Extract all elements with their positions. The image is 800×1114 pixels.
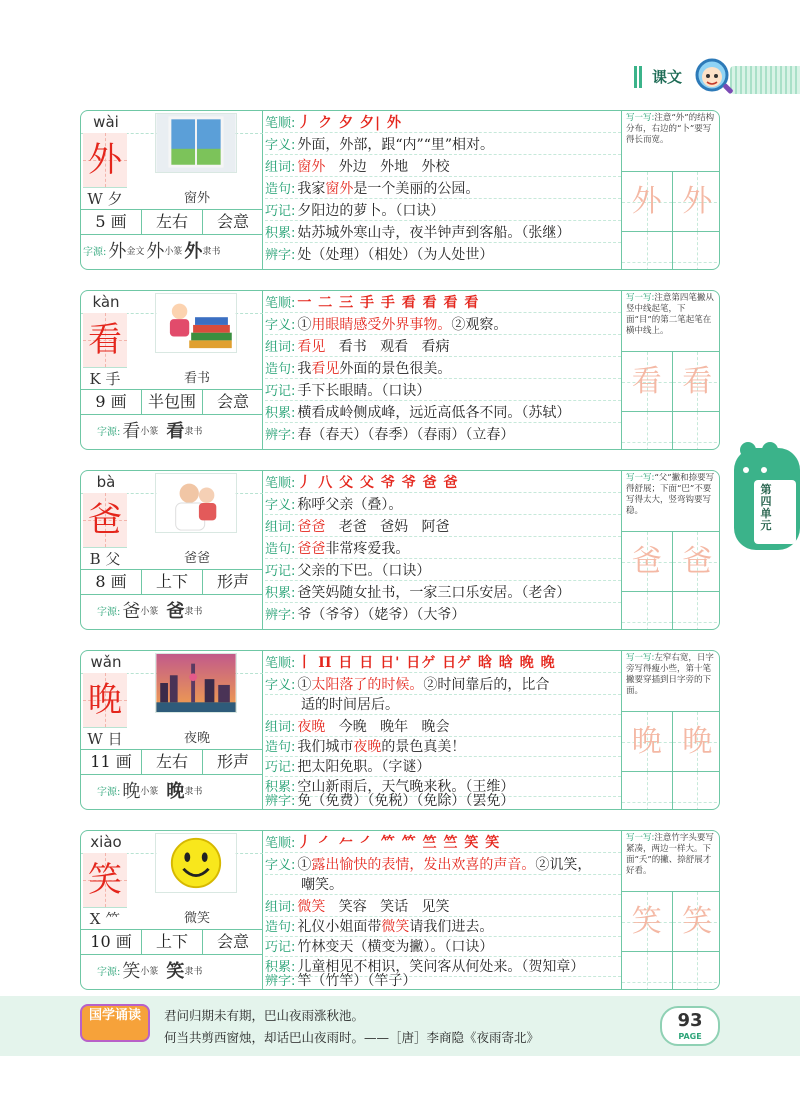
stroke-count: 9 画 [95, 392, 127, 411]
image-caption: 窗外 [183, 191, 210, 206]
meaning-row: 字义: ①用眼睛感受外界事物。②观察。 [265, 315, 621, 335]
poem-line-1: 君问归期未有期，巴山夜雨涨秋池。 [164, 1008, 365, 1023]
char-attributes [81, 749, 263, 775]
memory-row: 巧记: 把太阳免职。（字谜） [265, 757, 621, 777]
distinguish-row: 辨字: 免（免费）（免税）（免除）（罢免） [265, 793, 515, 809]
stroke-count: 11 画 [90, 752, 132, 771]
char-source: 字源: 晚 小篆 晚 隶书 [97, 781, 203, 802]
words-row: 组词: 爸爸 老爸 爸妈 阿爸 [265, 517, 621, 537]
practice-grid[interactable] [622, 231, 720, 270]
meaning-row: 字义: 称呼父亲（叠）。 [265, 495, 621, 515]
main-character: 笑 [88, 860, 122, 900]
pinyin: bà [96, 473, 116, 491]
accumulate-row: 积累: 爸笑妈随女扯书，一家三口乐安居。（老舍） [265, 583, 621, 603]
meaning-row-continued: 适的时间居后。 [265, 695, 621, 715]
char-info-panel [81, 831, 263, 989]
unit-label: 第四单元 [760, 483, 772, 532]
writing-panel [621, 291, 720, 449]
tracing-grid[interactable]: 爸 爸 [622, 531, 720, 591]
memory-row: 巧记: 手下长眼睛。（口诀） [265, 381, 621, 401]
char-info-panel [81, 111, 263, 269]
formation: 形声 [202, 750, 263, 774]
reading-girl-picture [155, 293, 237, 353]
index-letter-radical: B 父 [83, 547, 127, 569]
writing-tip: 写一写:注意第四笔撇从竖中线起笔，下面“目”的第二笔起笔在横中线上。 [626, 293, 714, 336]
index-letter-radical: X ⺮ [83, 907, 127, 929]
writing-panel [621, 651, 720, 809]
char-detail-panel [265, 291, 621, 449]
char-info-panel [81, 471, 263, 629]
stroke-order-row: 笔顺: 丿 八 父 父 爷 爷 爸 爸 [265, 473, 621, 493]
image-caption: 爸爸 [183, 551, 210, 566]
writing-panel [621, 471, 720, 629]
memory-row: 巧记: 竹林变天（横变为撇）。（口诀） [265, 937, 621, 957]
stroke-order-row: 笔顺: 丨 П 日 日 日' 日ゲ 日ゲ 晗 晗 晚 晚 [265, 653, 621, 673]
writing-panel [621, 111, 720, 269]
formation: 会意 [202, 390, 263, 414]
meaning-row: 字义: ①露出愉快的表情，发出欢喜的声音。②讥笑， [265, 855, 621, 875]
header-bars [634, 66, 644, 88]
writing-tip: 写一写:左窄右宽，日字旁写得瘦小些，第十笔撇要穿插到日字旁的下面。 [626, 653, 714, 696]
tracing-grid[interactable]: 看 看 [622, 351, 720, 411]
stroke-order-row: 笔顺: 丿 ク 夕 夕| 外 [265, 113, 621, 133]
distinguish-row: 辨字: 竿（竹竿）（竿子） [265, 973, 417, 989]
char-attributes [81, 929, 263, 955]
char-attributes [81, 209, 263, 235]
image-caption: 看书 [183, 371, 210, 386]
meaning-row-continued: 嘲笑。 [265, 875, 621, 895]
mascot-magnifier-icon [694, 57, 736, 99]
header-stripe [730, 66, 800, 94]
smiley-face-icon [155, 833, 237, 893]
tracing-grid[interactable]: 晚 晚 [622, 711, 720, 771]
pinyin: wài [93, 113, 119, 131]
accumulate-row: 积累: 姑苏城外寒山寺，夜半钟声到客船。（张继） [265, 223, 621, 243]
page-word: PAGE [678, 1032, 702, 1041]
words-row: 组词: 窗外 外边 外地 外校 [265, 157, 621, 177]
sentence-row: 造句: 爸爸非常疼爱我。 [265, 539, 621, 559]
char-detail-panel [265, 111, 621, 269]
page-number: 93 [677, 1010, 703, 1031]
formation: 会意 [202, 210, 263, 234]
sentence-row: 造句: 我家窗外是一个美丽的公园。 [265, 179, 621, 199]
meaning-row: 字义: ①太阳落了的时候。②时间靠后的，比合 [265, 675, 621, 695]
accumulate-row: 积累: 儿童相见不相识，笑问客从何处来。（贺知章） [265, 957, 621, 977]
distinguish-row: 辨字: 爷（爷爷）（姥爷）（大爷） [265, 607, 466, 623]
structure: 上下 [141, 570, 202, 594]
stroke-count: 10 画 [90, 932, 132, 951]
tracing-grid[interactable]: 外 外 [622, 171, 720, 231]
writing-tip: 写一写:注意竹字头要写紧凑，两边一样大。下面“夭”的撇、捺舒展才好看。 [626, 833, 714, 876]
char-detail-panel [265, 831, 621, 989]
char-detail-panel [265, 471, 621, 629]
index-letter-radical: K 手 [83, 367, 127, 389]
stroke-count: 5 画 [95, 212, 127, 231]
character-card-wai [80, 110, 720, 270]
character-card-kan [80, 290, 720, 450]
formation: 形声 [202, 570, 263, 594]
char-info-panel [81, 651, 263, 809]
main-character: 看 [88, 320, 122, 360]
char-attributes [81, 389, 263, 415]
father-child-picture [155, 473, 237, 533]
city-night-picture [155, 653, 237, 713]
stroke-order-row: 笔顺: 丿 ㇒ 𠂉 ㇒ 𥫗 𥫗 竺 竺 笑 笑 [265, 833, 621, 853]
accumulate-row: 积累: 空山新雨后，天气晚来秋。（王维） [265, 777, 621, 797]
memory-row: 巧记: 夕阳边的萝卜。（口诀） [265, 201, 621, 221]
formation: 会意 [202, 930, 263, 954]
words-row: 组词: 微笑 笑容 笑话 见笑 [265, 897, 621, 917]
accumulate-row: 积累: 横看成岭侧成峰，远近高低各不同。（苏轼） [265, 403, 621, 423]
poem-badge: 国学诵读 [80, 1004, 150, 1042]
window-picture [155, 113, 237, 173]
character-card-xiao [80, 830, 720, 990]
distinguish-row: 辨字: 处（处理）（相处）（为人处世） [265, 247, 494, 263]
sentence-row: 造句: 礼仪小姐面带微笑请我们进去。 [265, 917, 621, 937]
words-row: 组词: 看见 看书 观看 看病 [265, 337, 621, 357]
stroke-count: 8 画 [95, 572, 127, 591]
practice-grid[interactable] [622, 771, 720, 810]
char-source: 字源: 笑 小篆 笑 隶书 [97, 961, 203, 982]
structure: 半包围 [141, 390, 202, 414]
memory-row: 巧记: 父亲的下巴。（口诀） [265, 561, 621, 581]
practice-grid[interactable] [622, 591, 720, 630]
structure: 上下 [141, 930, 202, 954]
pinyin: wǎn [90, 653, 122, 671]
character-card-ba [80, 470, 720, 630]
char-source: 字源: 爸 小篆 爸 隶书 [97, 601, 203, 622]
stroke-order-row: 笔顺: 一 二 三 手 手 看 看 看 看 [265, 293, 621, 313]
char-attributes [81, 569, 263, 595]
structure: 左右 [141, 750, 202, 774]
page-number-badge [660, 1006, 720, 1046]
writing-panel [621, 831, 720, 989]
structure: 左右 [141, 210, 202, 234]
sentence-row: 造句: 我们城市夜晚的景色真美！ [265, 737, 621, 757]
main-character: 晚 [88, 680, 122, 720]
char-source: 字源: 看 小篆 看 隶书 [97, 421, 203, 442]
image-caption: 夜晚 [183, 731, 210, 746]
char-source: 字源: 外 金文 外 小篆 外 隶书 [83, 241, 221, 262]
pinyin: xiào [90, 833, 122, 851]
sentence-row: 造句: 我看见外面的景色很美。 [265, 359, 621, 379]
practice-grid[interactable] [622, 411, 720, 450]
character-card-wan [80, 650, 720, 810]
distinguish-row: 辨字: 春（春天）（春季）（春雨）（立春） [265, 427, 515, 443]
index-letter-radical: W 日 [83, 727, 127, 749]
char-detail-panel [265, 651, 621, 809]
main-character: 爸 [88, 500, 122, 540]
page-section-title: 课文 [652, 68, 683, 86]
char-info-panel [81, 291, 263, 449]
image-caption: 微笑 [183, 911, 210, 926]
poem-line-2: 何当共剪西窗烛，却话巴山夜雨时。——［唐］李商隐《夜雨寄北》 [164, 1030, 540, 1045]
writing-tip: 写一写:注意“外”的结构分布，右边的“卜”要写得长而宽。 [626, 113, 715, 145]
tracing-grid[interactable]: 笑 笑 [622, 891, 720, 951]
words-row: 组词: 夜晚 今晚 晚年 晚会 [265, 717, 621, 737]
main-character: 外 [88, 140, 122, 180]
meaning-row: 字义: 外面，外部，跟“内”“里”相对。 [265, 135, 621, 155]
pinyin: kàn [92, 293, 120, 311]
practice-grid[interactable] [622, 951, 720, 990]
index-letter-radical: W 夕 [83, 187, 127, 209]
writing-tip: 写一写:“父”撇和捺要写得舒展；下面“巴”不要写得太大，竖弯钩要写稳。 [626, 473, 715, 516]
